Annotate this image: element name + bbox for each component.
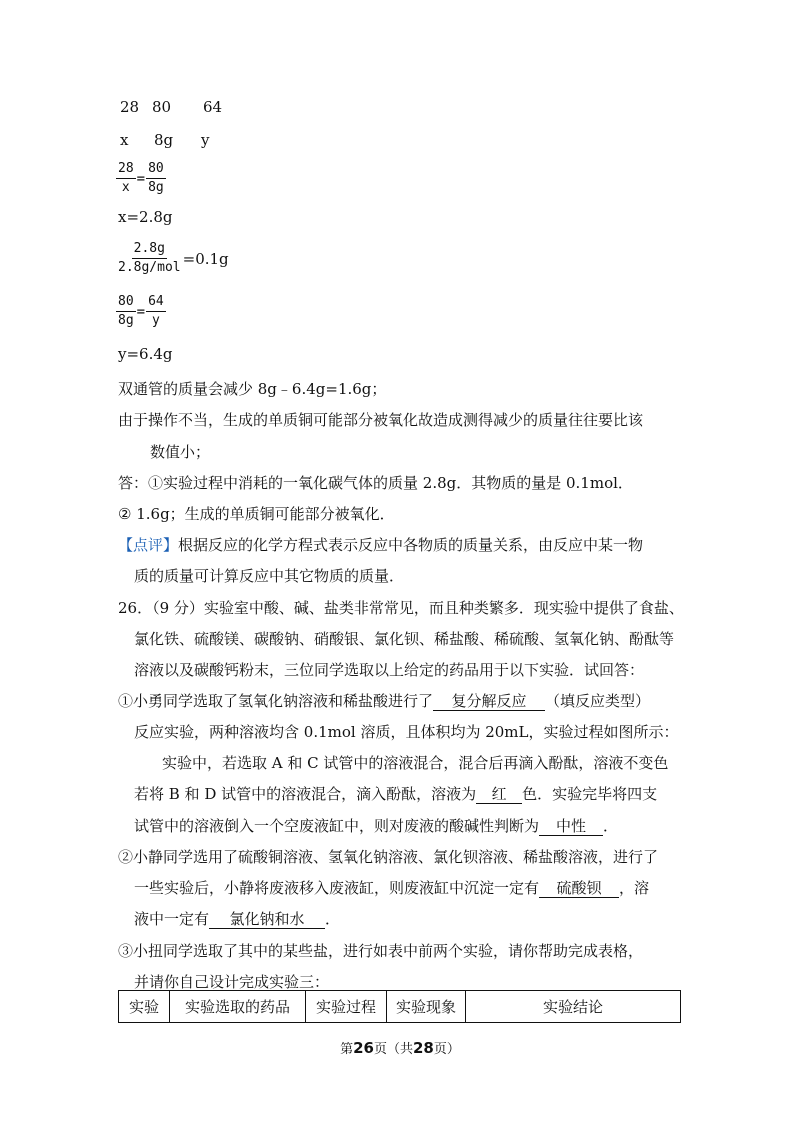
part-2-line-2 xyxy=(134,877,649,898)
part-2-line-3 xyxy=(134,908,340,929)
table-header-conclusion: 实验结论 xyxy=(466,991,681,1023)
denominator: x xyxy=(121,180,130,195)
equals-sign: = xyxy=(136,170,146,187)
numerator: 64 xyxy=(146,293,166,312)
numerator: 28 xyxy=(116,160,136,179)
calc-row-1 xyxy=(120,98,139,116)
answer-blank-acidity: 中性 xyxy=(539,817,603,836)
denominator: y xyxy=(152,313,160,328)
mass-reduction-line: 双通管的质量会减少 8g﹣6.4g=1.6g； xyxy=(118,380,387,398)
part-1-text: ． xyxy=(603,817,619,835)
part-1-line-4 xyxy=(134,783,657,804)
footer-text: 第 xyxy=(340,1042,354,1057)
review-tag: 【点评】 xyxy=(118,536,179,554)
part-2-text: 一些实验后，小静将废液移入废液缸，则废液缸中沉淀一定有 xyxy=(134,879,540,897)
part-1-text: 若将 B 和 D 试管中的溶液混合，滴入酚酞，溶液为 xyxy=(134,785,477,803)
answer-line-2: ② 1.6g；生成的单质铜可能部分被氧化． xyxy=(118,505,395,523)
calc-value: 8g xyxy=(154,131,174,149)
answer-blank-reaction-type: 复分解反应 xyxy=(433,692,545,711)
review-line xyxy=(118,534,643,555)
question-26-stem-line2: 氯化铁、硫酸镁、碳酸钠、硝酸银、氯化钡、稀盐酸、稀硫酸、氢氧化钠、酚酞等 xyxy=(134,630,675,648)
denominator: 8g xyxy=(148,180,164,195)
calc-value: y xyxy=(201,131,210,149)
current-page-number: 26 xyxy=(353,1039,374,1057)
table-header-row xyxy=(119,991,681,1023)
part-3-line-2: 并请你自己设计完成实验三： xyxy=(134,973,330,991)
part-1-line-5 xyxy=(134,815,618,836)
calc-value: x xyxy=(120,131,129,149)
denominator: 2.8g/mol xyxy=(118,260,181,275)
numerator: 80 xyxy=(116,293,136,312)
part-2-line-1: ②小静同学选用了硫酸铜溶液、氢氧化钠溶液、氯化钡溶液、稀盐酸溶液，进行了 xyxy=(118,848,659,866)
part-1-text: 色．实验完毕将四支 xyxy=(522,785,658,803)
y-result: y=6.4g xyxy=(118,345,173,363)
footer-text: 页（共 xyxy=(373,1042,413,1057)
equals-sign: = xyxy=(136,303,146,320)
answer-blank-precipitate: 硫酸钡 xyxy=(539,879,619,898)
calc-value: 80 xyxy=(152,98,172,116)
answer-blank-solution: 氯化钠和水 xyxy=(209,910,325,929)
table-header-phenomenon: 实验现象 xyxy=(387,991,466,1023)
part-2-text: ． xyxy=(325,910,341,928)
answer-line-1: 答：①实验过程中消耗的一氧化碳气体的质量 2.8g．其物质的量是 0.1mol． xyxy=(118,474,633,492)
table-header-reagents: 实验选取的药品 xyxy=(170,991,306,1023)
numerator: 2.8g xyxy=(132,240,167,259)
review-text: 根据反应的化学方程式表示反应中各物质的质量关系，由反应中某一物 xyxy=(178,536,644,554)
part-1-line-2: 反应实验，两种溶液均含 0.1mol 溶质，且体积均为 20mL，实验过程如图所示： xyxy=(134,723,679,741)
table-header-process: 实验过程 xyxy=(306,991,387,1023)
answer-blank-color: 红 xyxy=(476,785,522,804)
part-3-line-1: ③小扭同学选取了其中的某些盐，进行如表中前两个实验，请你帮助完成表格， xyxy=(118,942,644,960)
numerator: 80 xyxy=(146,160,166,179)
part-1-text: ①小勇同学选取了氢氧化钠溶液和稀盐酸进行了 xyxy=(118,692,434,710)
footer-text: 页） xyxy=(433,1042,460,1057)
review-line-cont: 质的质量可计算反应中其它物质的质量． xyxy=(134,567,405,585)
mole-fraction xyxy=(116,240,229,277)
table-header-experiment: 实验 xyxy=(119,991,170,1023)
part-2-text: 液中一定有 xyxy=(134,910,210,928)
page-footer xyxy=(0,1038,800,1057)
denominator: 8g xyxy=(118,313,134,328)
error-note-line: 由于操作不当，生成的单质铜可能部分被氧化故造成测得减少的质量往往要比该 xyxy=(118,411,644,429)
calc-value: 64 xyxy=(203,98,223,116)
part-1-text: 试管中的溶液倒入一个空废液缸中，则对废液的酸碱性判断为 xyxy=(134,817,540,835)
part-1-line-3: 实验中，若选取 A 和 C 试管中的溶液混合，混合后再滴入酚酞，溶液不变色 xyxy=(162,754,669,772)
mole-result: =0.1g xyxy=(182,249,229,268)
experiment-table xyxy=(118,990,681,1023)
total-page-number: 28 xyxy=(413,1039,434,1057)
error-note-line-cont: 数值小； xyxy=(150,443,211,461)
proportion-1 xyxy=(116,160,166,197)
part-1-line-1 xyxy=(118,690,650,711)
x-result: x=2.8g xyxy=(118,208,173,226)
part-1-text: （填反应类型） xyxy=(545,692,651,710)
question-26-stem-line3: 溶液以及碳酸钙粉末，三位同学选取以上给定的药品用于以下实验．试回答： xyxy=(134,661,645,679)
question-26-stem: 26．（9 分）实验室中酸、碱、盐类非常常见，而且种类繁多．现实验中提供了食盐、 xyxy=(118,599,684,617)
proportion-2 xyxy=(116,293,166,330)
part-2-text: ，溶 xyxy=(619,879,650,897)
calc-value: 28 xyxy=(120,98,140,116)
